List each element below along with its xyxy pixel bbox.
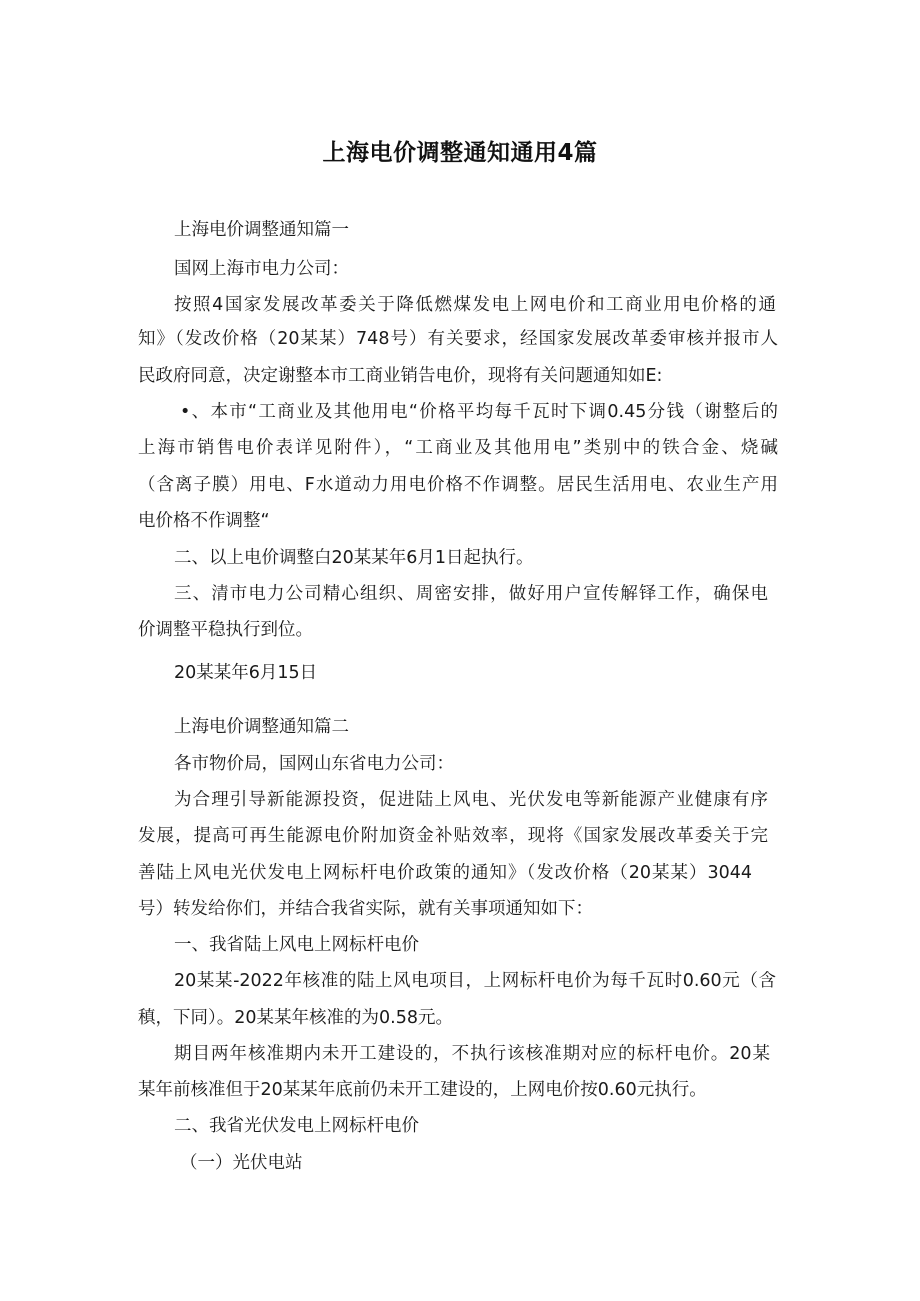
section1-item1-line-2: 上海市销售电价表详见附件），“工商业及其他用电”类别中的铁合金、烧碱 [138,438,778,458]
document-title: 上海电价调整通知通用4篇 [322,140,598,166]
section1-date: 20某某年6月15日 [174,663,318,683]
section2-sub1-heading: 一、我省陆上风电上网标杆电价 [174,935,419,955]
section1-item2: 二、以上电价调整白20某某年6月1日起执行。 [174,548,534,568]
section2-sub2-heading: 二、我省光伏发电上网标杆电价 [174,1116,419,1136]
section2-intro-line-2: 发展，提高可再生能源电价附加资金补贴效率，现将《国家发展改革委关于完 [138,826,768,846]
section1-item3-line-2: 价调整平稳执行到位。 [138,620,313,640]
section2-intro-line-3: 善陆上风电光伏发电上网标杆电价政策的通知》（发改价格（20某某）3044 [138,863,752,883]
section2-recipient: 各市物价局，国网山东省电力公司： [174,754,454,774]
section1-intro-line-1: 按照4国家发展改革委关于降低燃煤发电上网电价和工商业用电价格的通 [174,295,776,315]
section1-item1-line-3: （含离子膜）用电、F水道动力用电价格不作调整。居民生活用电、农业生产用 [138,475,778,495]
section1-intro-line-2: 知》（发改价格（20某某）748号）有关要求，经国家发展改革委审核并报市人 [138,329,778,349]
section1-recipient: 国网上海市电力公司： [174,259,349,279]
section1-intro-line-3: 民政府同意，决定谢整本市工商业销告电价，现将有关问题通知如E: [138,366,663,386]
section2-sub2-item1: （一）光伏电站 [180,1153,303,1173]
section2-intro-line-4: 号）转发给你们，并结合我省实际，就有关事项通知如下： [138,899,593,919]
section1-heading: 上海电价调整通知篇一 [174,220,349,240]
section2-sub1-para2-line-1: 期目两年核准期内未开工建设的，不执行该核准期对应的标杆电价。20某 [174,1044,770,1064]
section2-heading: 上海电价调整通知篇二 [174,717,349,737]
section1-item1-line-4: 电价格不作调整“ [138,511,270,531]
section2-sub1-para1-line-1: 20某某-2022年核准的陆上风电项目，上网标杆电价为每千瓦时0.60元（含 [174,971,776,991]
section1-item3-line-1: 三、清市电力公司精心组织、周密安排，做好用户宣传解铎工作，确保电 [174,584,768,604]
section2-sub1-para1-line-2: 稹，下同）。20某某年核准的为0.58元。 [138,1008,453,1028]
section2-intro-line-1: 为合理引导新能源投资，促进陆上风电、光伏发电等新能源产业健康有序 [174,790,768,810]
section2-sub1-para2-line-2: 某年前核准但于20某某年底前仍未开工建设的，上网电价按0.60元执行。 [138,1080,707,1100]
section1-item1-line-1: •、本市“工商业及其他用电“价格平均每千瓦时下调0.45分钱（谢整后的 [180,402,778,422]
